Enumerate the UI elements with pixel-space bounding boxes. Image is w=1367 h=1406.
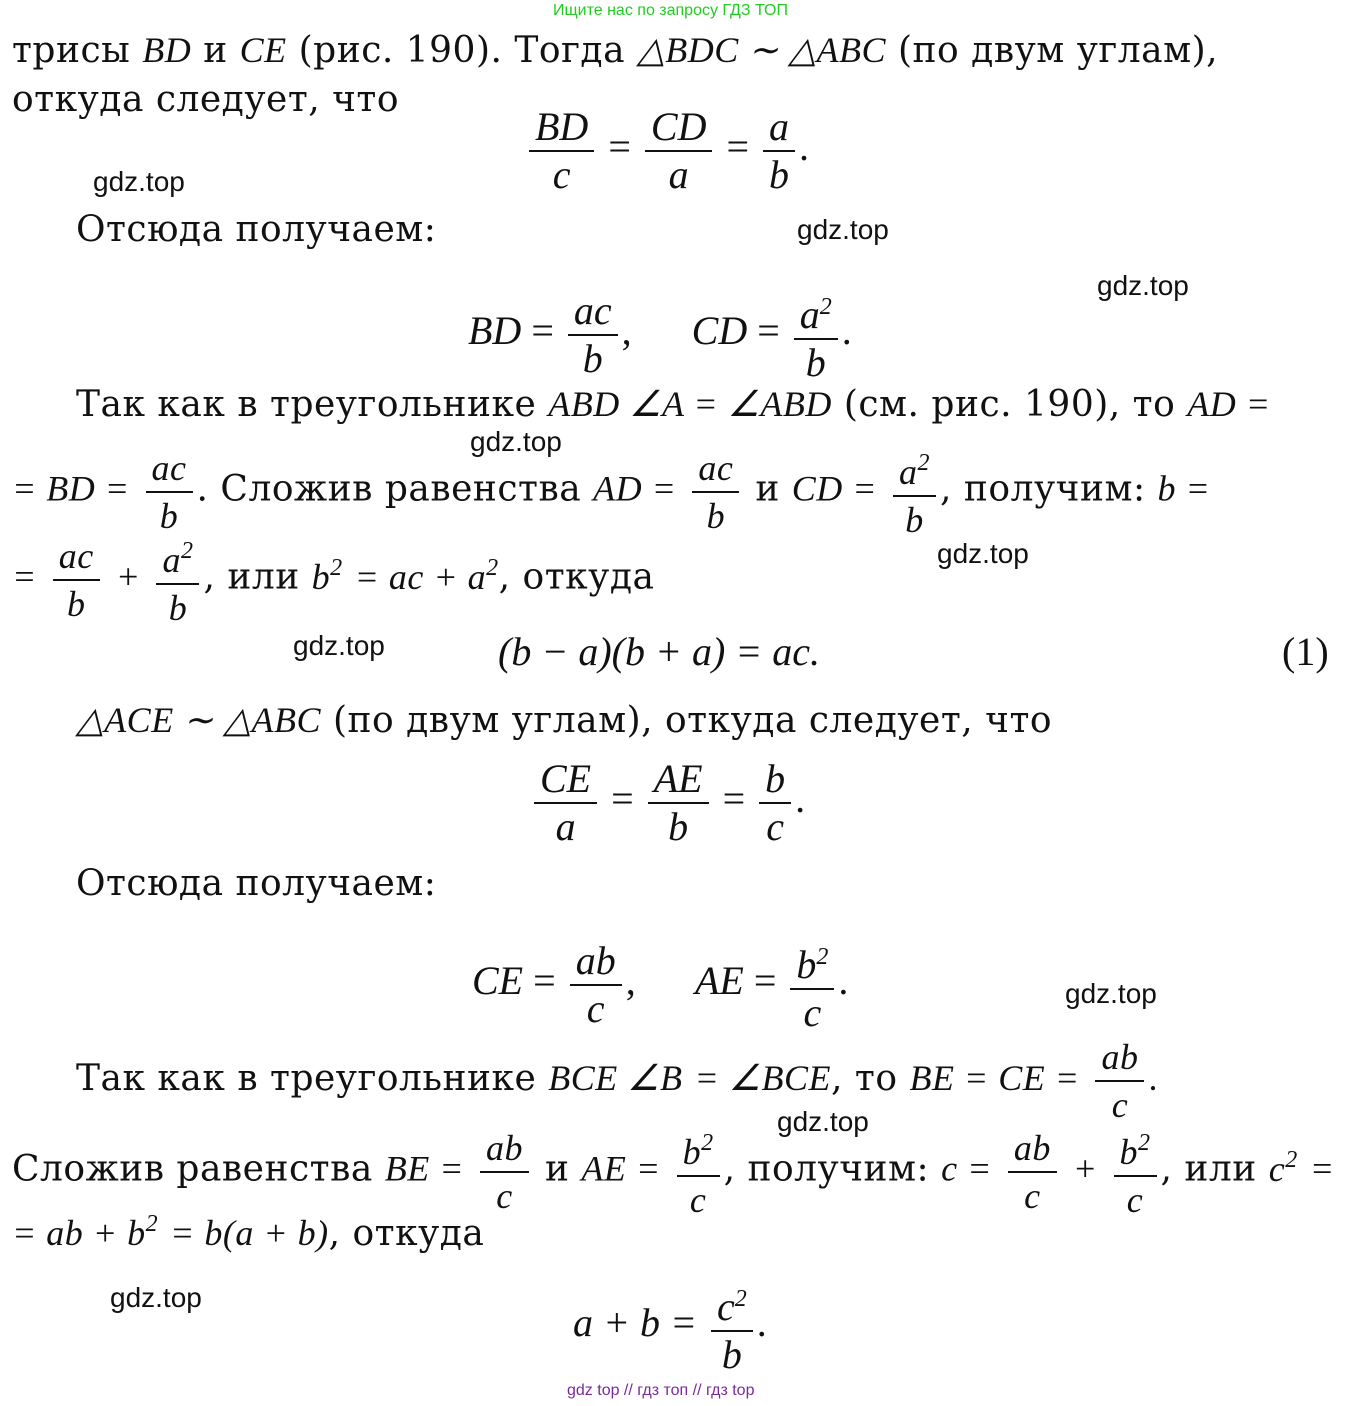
word: Так как в треугольнике bbox=[76, 1058, 537, 1099]
superscript: 2 bbox=[180, 538, 194, 564]
word: , или bbox=[1160, 1148, 1257, 1190]
denominator: b bbox=[168, 588, 188, 628]
fraction bbox=[146, 445, 193, 539]
denominator: b bbox=[159, 495, 179, 536]
watermark: gdz.top bbox=[777, 1106, 869, 1137]
math-bd: = BD = bbox=[12, 468, 130, 509]
math-c-squared: $c^2$ bbox=[1268, 1146, 1298, 1189]
word: (по двум углам), bbox=[898, 30, 1219, 71]
plus: + bbox=[1072, 1148, 1098, 1189]
equals: = bbox=[608, 124, 631, 170]
fraction bbox=[677, 1120, 720, 1223]
watermark: gdz.top bbox=[110, 1282, 202, 1313]
fraction bbox=[1095, 1034, 1144, 1128]
math-ab-b2: = ab + $b^2$ bbox=[12, 1211, 159, 1253]
watermark: gdz.top bbox=[1097, 270, 1189, 301]
math-b-a-plus-b: = b(a + b) bbox=[170, 1213, 329, 1253]
watermark: gdz.top bbox=[797, 214, 889, 245]
denominator: c bbox=[586, 986, 605, 1031]
numerator: ac bbox=[568, 288, 618, 336]
text-line-1 bbox=[12, 30, 1218, 71]
numerator: b bbox=[759, 756, 791, 804]
fraction bbox=[648, 756, 709, 850]
math-angles: ABD ∠A = ∠ABD bbox=[548, 384, 832, 424]
text-line-9 bbox=[12, 1204, 484, 1254]
denominator: c bbox=[803, 990, 822, 1035]
text-line-3 bbox=[76, 384, 1270, 425]
word: , или bbox=[203, 556, 300, 598]
superscript: 2 bbox=[734, 1286, 747, 1312]
denominator: b bbox=[66, 583, 86, 624]
denominator: c bbox=[689, 1180, 707, 1220]
math-b-squared: $b^2$ bbox=[311, 554, 343, 597]
equation-6: a + b = $\frac{c^2}{b}$ . bbox=[573, 1276, 767, 1378]
fraction bbox=[645, 104, 713, 198]
math-ce: CE bbox=[239, 30, 287, 70]
equation-number: (1) bbox=[1282, 629, 1329, 674]
text-line-5 bbox=[12, 528, 654, 631]
fraction bbox=[156, 528, 199, 631]
word: , откуда bbox=[328, 1213, 485, 1254]
math-b: b = bbox=[1157, 468, 1211, 509]
numerator: a bbox=[162, 540, 181, 580]
fraction bbox=[893, 440, 936, 543]
numerator: ac bbox=[53, 533, 100, 581]
math-angle-b: BCE ∠B bbox=[548, 1058, 683, 1098]
text-line-7: Так как в треугольнике BCE ∠B = ∠BCE, то BE = CE = $\frac{ab}{c}$ . bbox=[76, 1034, 1158, 1128]
math-be: BE = bbox=[384, 1148, 465, 1189]
fraction bbox=[763, 104, 795, 198]
fraction bbox=[480, 1125, 529, 1219]
denominator: c bbox=[552, 152, 571, 197]
equation-2: BD = $\frac{ac}{b}$ , CD = $\frac{a^2}{b}$ . bbox=[468, 284, 852, 386]
numerator: b bbox=[1119, 1132, 1139, 1172]
fraction bbox=[759, 756, 791, 850]
equals: = bbox=[12, 556, 37, 597]
math-ad: AD = bbox=[1187, 384, 1271, 424]
fraction bbox=[568, 288, 618, 382]
math-ad: AD = bbox=[593, 468, 677, 509]
fraction bbox=[790, 934, 834, 1036]
denominator: b bbox=[805, 340, 826, 385]
math-bd: BD bbox=[142, 30, 192, 70]
word: Сложив равенства bbox=[12, 1148, 373, 1190]
watermark: gdz.top bbox=[937, 538, 1029, 569]
math-cd: CD = bbox=[791, 468, 878, 509]
numerator: a bbox=[899, 452, 918, 492]
numerator: b bbox=[796, 942, 817, 987]
top-banner[interactable]: Ищите нас по запросу ГДЗ ТОП bbox=[553, 2, 788, 19]
word: трисы bbox=[12, 30, 131, 71]
numerator: a bbox=[799, 292, 820, 337]
numerator: CD bbox=[645, 104, 713, 152]
fraction bbox=[529, 104, 594, 198]
math-a-plus-b: a + b = bbox=[573, 1300, 697, 1346]
math-similar: △ACE ∼ △ABC bbox=[76, 700, 322, 740]
fraction bbox=[570, 938, 622, 1032]
fraction bbox=[1008, 1125, 1057, 1219]
math-ae: AE = bbox=[581, 1148, 661, 1189]
denominator: b bbox=[769, 152, 790, 197]
word: , то bbox=[831, 1058, 898, 1099]
denominator: b bbox=[582, 336, 603, 381]
watermark: gdz.top bbox=[1065, 978, 1157, 1009]
denominator: c bbox=[1126, 1180, 1144, 1220]
watermark: gdz.top bbox=[93, 166, 185, 197]
word: (см. рис. 190), то bbox=[843, 384, 1176, 425]
denominator: c bbox=[766, 804, 784, 849]
superscript: 2 bbox=[1138, 1130, 1151, 1156]
numerator: ab bbox=[480, 1125, 529, 1173]
text-hence-1: Отсюда получаем: bbox=[76, 209, 437, 250]
word: , откуда bbox=[498, 556, 655, 598]
watermark: gdz.top bbox=[470, 426, 562, 457]
denominator: b bbox=[668, 804, 689, 849]
equation-4: $\frac{CE}{a}$ = $\frac{AE}{b}$ = $\frac{b}{c}$ . bbox=[530, 756, 805, 850]
word: (рис. 190). Тогда bbox=[298, 30, 626, 71]
equation-5: CE = $\frac{ab}{c}$ , AE = $\frac{b^2}{c}$ . bbox=[472, 934, 848, 1036]
superscript: 2 bbox=[819, 294, 832, 320]
word: , получим: bbox=[940, 468, 1146, 510]
equation-1: $\frac{BD}{c}$ = $\frac{CD}{a}$ = $\frac{a}{b}$ . bbox=[525, 104, 809, 198]
word: (по двум углам), откуда следует, что bbox=[332, 700, 1053, 741]
math-similar: △BDC ∼ △ABC bbox=[637, 30, 887, 70]
math-c: c = bbox=[941, 1148, 992, 1189]
denominator: b bbox=[721, 1332, 742, 1377]
numerator: a bbox=[763, 104, 795, 152]
denominator: b bbox=[905, 500, 924, 540]
bottom-banner[interactable]: gdz top // гдз топ // гдз top bbox=[567, 1382, 755, 1399]
math-angle-bce: = ∠BCE bbox=[694, 1058, 832, 1098]
superscript: 2 bbox=[701, 1130, 714, 1156]
fraction bbox=[53, 533, 100, 627]
equals: = bbox=[1309, 1148, 1335, 1189]
numerator: b bbox=[682, 1132, 702, 1172]
fraction bbox=[794, 284, 838, 386]
fraction bbox=[1114, 1120, 1157, 1223]
word: и bbox=[203, 30, 228, 71]
denominator: c bbox=[1111, 1085, 1129, 1125]
text-line-6 bbox=[76, 700, 1052, 741]
math-bd: BD bbox=[468, 308, 522, 354]
equation-3: (b − a)(b + a) = ac. bbox=[498, 629, 821, 674]
denominator: c bbox=[1024, 1175, 1041, 1216]
word: и bbox=[755, 468, 780, 510]
word: Так как в треугольнике bbox=[76, 384, 537, 425]
math-be-ce: BE = CE = bbox=[909, 1058, 1080, 1098]
plus: + bbox=[115, 556, 141, 597]
numerator: ac bbox=[146, 445, 193, 493]
superscript: 2 bbox=[917, 450, 931, 476]
numerator: ab bbox=[1008, 1125, 1057, 1173]
text-hence-2: Отсюда получаем: bbox=[76, 863, 437, 904]
denominator: b bbox=[706, 495, 726, 536]
denominator: a bbox=[555, 804, 576, 849]
word: . Сложив равенства bbox=[196, 468, 582, 510]
text-line-2: откуда следует, что bbox=[12, 79, 400, 120]
word: , получим: bbox=[723, 1148, 930, 1190]
numerator: AE bbox=[648, 756, 709, 804]
math-cd: CD bbox=[691, 308, 748, 354]
numerator: ab bbox=[1095, 1034, 1144, 1082]
fraction bbox=[534, 756, 597, 850]
equals: = bbox=[726, 124, 750, 170]
math-ce: CE bbox=[472, 958, 524, 1004]
fraction bbox=[711, 1276, 753, 1378]
math-ae: AE bbox=[694, 958, 744, 1004]
watermark: gdz.top bbox=[293, 630, 385, 661]
superscript: 2 bbox=[816, 944, 829, 970]
numerator: ac bbox=[692, 445, 739, 493]
numerator: c bbox=[716, 1284, 735, 1329]
numerator: CE bbox=[534, 756, 597, 804]
word: и bbox=[544, 1148, 570, 1190]
denominator: a bbox=[668, 152, 689, 197]
fraction bbox=[692, 445, 739, 539]
denominator: c bbox=[496, 1175, 513, 1216]
math-ac-a2: = ac + $a^2$ bbox=[354, 554, 499, 597]
numerator: ab bbox=[570, 938, 622, 986]
numerator: BD bbox=[529, 104, 594, 152]
